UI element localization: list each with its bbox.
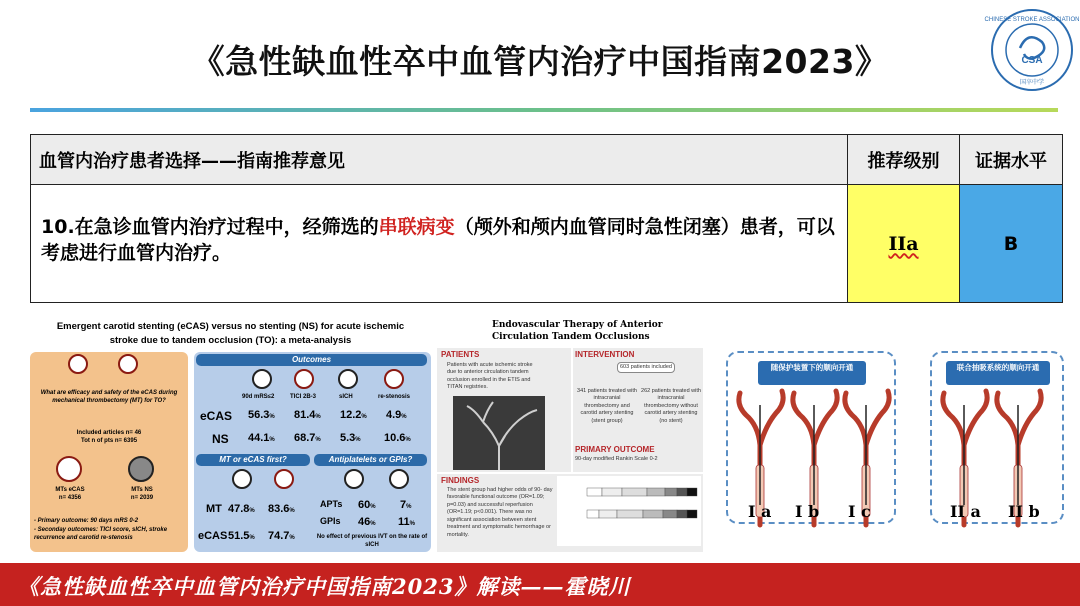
patients-heading: PATIENTS [441,350,480,359]
artery-icon [68,354,88,374]
rec-highlight: 串联病变 [378,215,455,238]
recommendation-table [30,134,1063,303]
primary-outcome-heading: PRIMARY OUTCOME [575,445,655,454]
val-ecas-tici: 81.4% [294,409,321,421]
paper-title-line1: Endovascular Therapy of Anterior [492,320,663,330]
meta-secondary: - Seconday outcomes: TICI score, sICH, stroke recurrence and carotid re-stenosis [34,527,168,541]
header-grade: 推荐级别 [848,135,960,185]
header-topic: 血管内治疗患者选择——指南推荐意见 [31,135,848,185]
tandem-type-two-label: 联合抽吸系统的顺向开通 [946,361,1050,385]
artery-icon [118,354,138,374]
recommendation-grade [848,185,960,303]
meta-analysis-figure [28,316,433,554]
val-ns-mrs: 44.1% [248,432,275,444]
val-ns-tici: 68.7% [294,432,321,444]
artery-icon [294,369,314,389]
no-stent-group: 262 patients treated with intracranial thrombectomy without carotid artery stenting (no stent) [641,388,701,424]
primary-outcome-text: 90-day modified Rankin Scale 0-2 [575,456,658,462]
logo-abbr: CSA [1021,55,1043,66]
title-divider [30,108,1058,112]
rec-text-before: 10.在急诊血管内治疗过程中，经筛选的 [41,215,379,238]
runner-icon [252,369,272,389]
mt-val-tici: 83.6% [268,503,295,515]
tandem-label-iib: II b [1008,502,1040,521]
paper-abstract-figure [437,316,705,553]
artery-icon [384,369,404,389]
ecas-val-tici: 74.7% [268,530,295,542]
runner-icon [232,469,252,489]
meta-title-line2: stroke due to tandem occlusion (TO): a meta-analysis [109,334,352,346]
val-ecas-sich: 12.2% [340,409,367,421]
artery-icon [274,469,294,489]
recommendation-text [31,185,848,303]
val-ns-restenosis: 10.6% [384,432,411,444]
mrs-distribution-bars [557,476,701,546]
val-ns-sich: 5.3% [340,432,361,444]
col-sich: sICH [339,394,353,400]
table-header-row [31,135,1063,185]
stent-artery-icon [56,456,82,482]
col-mrs: 90d mRS≤2 [242,394,275,400]
evidence-level: B [960,185,1063,303]
gpis-val-1: 46% [358,516,376,528]
mt-val-mrs: 47.8% [228,503,255,515]
table-row [31,185,1063,303]
page-title: 《急性缺血性卒中血管内治疗中国指南2023》 [191,42,889,81]
findings-text: The stent group had higher odds of 90- day favorable functional outcome (OR=1.09; p=0.03) and successful reperfusion (OR=1.19; p<0.001). There was no significant association between stent treatment and symptomatic hemorrhage or mortality. [447,487,553,538]
meta-title [28,320,433,348]
no-effect-note: No effect of previous IVT on the rate of sICH [316,534,428,548]
paper-title-line2: Circulation Tandem Occlusions [492,331,650,342]
brain-icon [389,469,409,489]
no-stent-icon [128,456,154,482]
n-included: 603 patients included [617,362,675,373]
meta-right-panel [194,352,431,552]
apts-val-1: 60% [358,499,376,511]
meta-question: What are efficacy and safety of the eCAS during mechanical thrombectomy (MT) for TO? [40,390,178,404]
col-tici: TICI 2B-3 [290,394,317,400]
logo-bottom-text: 国卒中学 [1019,79,1045,86]
meta-title-line1: Emergent carotid stenting (eCAS) versus no stenting (NS) for acute ischemic [56,321,405,332]
findings-heading: FINDINGS [441,476,480,485]
meta-left-panel [30,352,188,552]
outcomes-label: Outcomes [196,354,427,366]
gpis-label: GPIs [320,516,341,526]
mts-ns: MTs NS [131,487,153,493]
stent-group: 341 patients treated with intracranial thrombectomy and carotid artery stenting (stent group) [577,388,637,424]
mts-ecas-n: n= 4356 [58,495,82,501]
runner-icon [344,469,364,489]
mt-first-label: MT or eCAS first? [196,454,310,466]
meta-primary: - Primary outcome: 90 days mRS 0-2 [34,518,139,524]
brain-icon [338,369,358,389]
ecas-val-mrs: 51.5% [228,530,255,542]
mts-ns-n: n= 2039 [130,495,154,501]
mts-ecas: MTs eCAS [55,487,85,493]
header-evidence: 证据水平 [960,135,1063,185]
intervention-heading: INTERVENTION [575,350,635,359]
tandem-label-ia: I a [748,502,772,521]
col-restenosis: re-stenosis [378,394,411,400]
grade-value: IIa [888,232,919,255]
footer-bar [0,563,1080,606]
tandem-label-ib: I b [795,502,820,521]
apts-label: APTs [320,499,343,509]
val-ecas-restenosis: 4.9% [386,409,407,421]
footer-text: 《急性缺血性卒中血管内治疗中国指南2023》解读——霍晓川 [18,574,631,599]
meta-included: Included articles n= 46 [76,430,142,436]
csa-logo [984,8,1080,92]
ecas-label: eCAS [198,530,228,542]
gpis-val-2: 11% [398,516,415,528]
mt-label: MT [206,503,222,515]
val-ecas-mrs: 56.3% [248,409,275,421]
tandem-label-iia: II a [950,502,981,521]
antiplatelet-label: Antiplatelets or GPIs? [314,454,427,466]
row-label-ns: NS [212,432,229,446]
angiogram-image [453,396,545,470]
tandem-type-one-label: 随保护装置下的顺向开通 [758,361,866,385]
logo-ring-text: CHINESE STROKE ASSOCIATION [984,17,1080,23]
meta-tot: Tot n of pts n= 6395 [80,438,138,444]
row-label-ecas: eCAS [200,409,233,423]
paper-title [492,320,663,343]
patients-text: Patients with acute ischemic stroke due to anterior circulation tandem occlusion enrolled in the ETIS and TITAN registries. [447,362,533,391]
apts-val-2: 7% [400,499,412,511]
rec-text-after: （颅外和颅内血管同时急性闭塞）患者，可以考虑进行血管内治疗。 [41,215,835,264]
tandem-label-ic: I c [848,502,871,521]
